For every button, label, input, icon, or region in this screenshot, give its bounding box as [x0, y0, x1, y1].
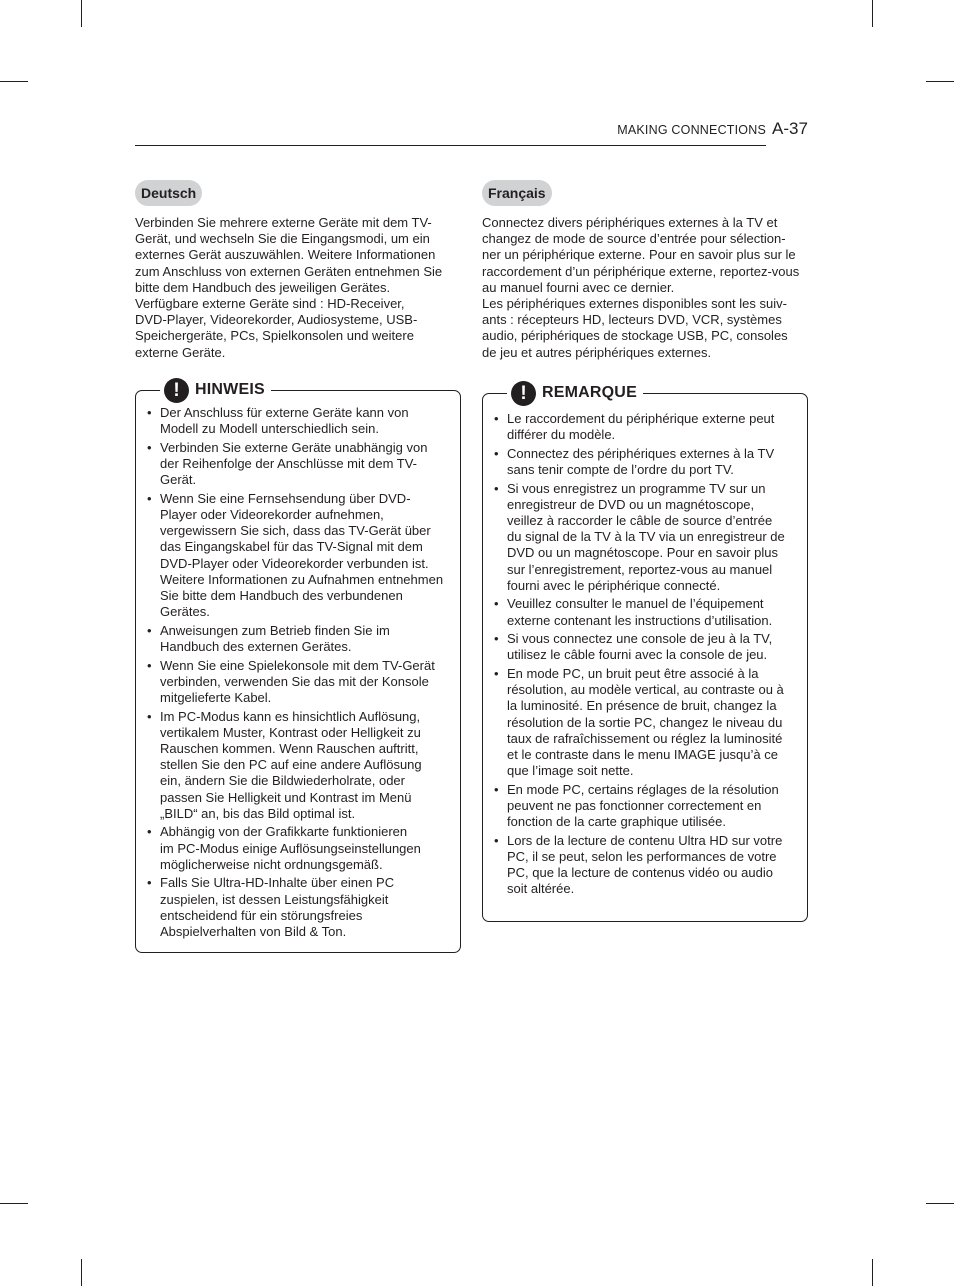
text-line: Le raccordement du périphérique externe peut	[507, 411, 775, 426]
text-line: Gerät.	[160, 472, 197, 488]
text-line: DVD-Player oder Videorekorder verbunden ist.	[160, 555, 429, 571]
text-line: résolution, au modèle vertical, au contraste ou à	[507, 682, 784, 698]
note-header	[507, 378, 643, 408]
text-line: Anweisungen zum Betrieb finden Sie im	[160, 622, 390, 638]
text-line: En mode PC, certains réglages de la résolution	[507, 781, 779, 797]
note-header	[160, 375, 271, 405]
text-line: Abhängig von der Grafikkarte funktionieren	[160, 824, 408, 840]
crop-mark	[81, 1259, 82, 1286]
text-line: zuspielen, ist dessen Leistungsfähigkeit	[160, 891, 389, 907]
text-line: veillez à raccorder le câble de source d’entrée	[507, 513, 773, 528]
text-line: la luminosité. En présence de bruit, changez la	[507, 698, 777, 714]
text-line: Der Anschluss für externe Geräte kann von	[160, 405, 409, 420]
note-item	[494, 596, 804, 628]
note-item	[494, 481, 804, 594]
text-line: du signal de la TV à la TV via un enregistreur de	[507, 529, 785, 545]
crop-mark	[872, 1259, 873, 1286]
text-line: Connectez divers périphériques externes à la TV et	[482, 215, 778, 230]
text-line: Lors de la lecture de contenu Ultra HD sur votre	[507, 832, 783, 848]
text-line: Verbinden Sie externe Geräte unabhängig von	[160, 439, 428, 455]
text-line: verbinden, verwenden Sie das mit der Konsole	[160, 673, 429, 689]
text-line: sur l’enregistrement, reportez-vous au manuel	[507, 561, 773, 577]
note-item	[147, 875, 457, 940]
text-line: Speichergeräte, PCs, Spielkonsolen und weitere	[135, 328, 414, 344]
text-line: Sie bitte dem Handbuch des verbundenen	[160, 588, 403, 604]
crop-mark	[872, 0, 873, 27]
text-line: changez de mode de source d’entrée pour sélection-	[482, 231, 786, 247]
text-line: ants : récepteurs HD, lecteurs DVD, VCR, systèmes	[482, 312, 782, 328]
text-line: Abspielverhalten von Bild & Ton.	[160, 924, 347, 940]
text-line: zum Anschluss von externen Geräten entnehmen Sie	[135, 263, 443, 279]
language-label-deutsch: Deutsch	[135, 180, 202, 206]
note-title: REMARQUE	[542, 384, 637, 401]
note-title: HINWEIS	[195, 381, 265, 398]
text-line: „BILD“ an, bis das Bild optimal ist.	[160, 805, 356, 821]
intro-paragraph-deutsch	[135, 215, 465, 361]
text-line: Wenn Sie eine Fernsehsendung über DVD-	[160, 490, 411, 506]
text-line: vergewissern Sie sich, dass das TV-Gerät über	[160, 523, 431, 539]
text-line: möglicherweise nicht ordnungsgemäß.	[160, 856, 383, 872]
text-line: ein, ändern Sie die Bildwiederholrate, oder	[160, 773, 405, 789]
text-line: Modell zu Modell unterschiedlich sein.	[160, 421, 379, 437]
text-line: Gerät, und wechseln Sie die Eingangsmodi, um ein	[135, 231, 430, 247]
text-line: audio, périphériques de stockage USB, PC, consoles	[482, 328, 788, 344]
text-line: Player oder Videorekorder aufnehmen,	[160, 507, 384, 522]
text-line: Gerätes.	[160, 604, 210, 620]
note-item	[147, 491, 457, 621]
text-line: soit altérée.	[507, 881, 575, 897]
section-title: MAKING CONNECTIONS	[617, 123, 766, 137]
text-line: Handbuch des externen Gerätes.	[160, 639, 352, 655]
note-item	[147, 709, 457, 822]
page-header	[135, 120, 766, 146]
text-line: bitte dem Handbuch des jeweiligen Gerätes.	[135, 279, 391, 295]
crop-mark	[0, 1203, 28, 1204]
text-line: mitgelieferte Kabel.	[160, 690, 272, 706]
text-line: et le contraste dans le menu IMAGE jusqu’à ce	[507, 747, 778, 763]
text-line: Falls Sie Ultra-HD-Inhalte über einen PC	[160, 875, 395, 891]
text-line: passen Sie Helligkeit und Kontrast im Menü	[160, 789, 412, 805]
text-line: de jeu et autres périphériques externes.	[482, 344, 712, 360]
text-line: raccordement d’un périphérique externe, reportez-vous	[482, 263, 800, 279]
text-line: externe Geräte.	[135, 344, 226, 360]
note-item	[147, 440, 457, 489]
warning-exclamation-icon: !	[164, 378, 189, 403]
text-line: im PC-Modus einige Auflösungseinstellungen	[160, 840, 421, 856]
note-item	[494, 411, 804, 443]
text-line: que l’image soit nette.	[507, 763, 634, 779]
text-line: Weitere Informationen zu Aufnahmen entnehmen	[160, 571, 444, 587]
note-list-deutsch	[147, 405, 457, 943]
crop-mark	[926, 81, 954, 82]
note-item	[494, 833, 804, 898]
note-item	[494, 631, 804, 663]
text-line: PC, il se peut, selon les performances de votre	[507, 849, 777, 865]
text-line: au manuel fourni avec ce dernier.	[482, 279, 675, 295]
text-line: entscheidend für ein störungsfreies	[160, 907, 363, 923]
text-line: der Reihenfolge der Anschlüsse mit dem TV-	[160, 456, 418, 471]
note-item	[494, 666, 804, 779]
note-item	[147, 623, 457, 655]
text-line: vertikalem Muster, Kontrast oder Helligkeit zu	[160, 724, 421, 740]
note-box-hinweis	[135, 379, 461, 953]
text-line: das Eingangskabel für das TV-Signal mit dem	[160, 539, 423, 555]
text-line: Verbinden Sie mehrere externe Geräte mit dem TV-	[135, 215, 432, 230]
language-label-francais: Français	[482, 180, 552, 206]
text-line: DVD-Player, Videorekorder, Audiosysteme, USB-	[135, 312, 418, 328]
text-line: utilisez le câble fourni avec la console de jeu.	[507, 647, 768, 663]
text-line: DVD ou un magnétoscope. Pour en savoir plus	[507, 545, 778, 561]
crop-mark	[0, 81, 28, 82]
text-line: enregistreur de DVD ou un magnétoscope,	[507, 496, 755, 512]
text-line: stellen Sie den PC auf eine andere Auflösung	[160, 757, 422, 773]
text-line: fourni avec le périphérique connecté.	[507, 577, 721, 593]
text-line: Les périphériques externes disponibles sont les suiv-	[482, 296, 787, 312]
page-number: A-37	[772, 119, 808, 138]
note-list-francais	[494, 411, 804, 900]
text-line: résolution de la sortie PC, changez le niveau du	[507, 714, 783, 730]
text-line: taux de rafraîchissement ou réglez la luminosité	[507, 730, 783, 746]
text-line: Si vous connectez une console de jeu à la TV,	[507, 631, 773, 647]
text-line: externes Gerät auszuwählen. Weitere Informationen	[135, 247, 436, 263]
text-line: externe contenant les instructions d’utilisation.	[507, 612, 773, 628]
note-item	[147, 824, 457, 873]
text-line: Rauschen kommen. Wenn Rauschen auftritt,	[160, 741, 419, 757]
text-line: Verfügbare externe Geräte sind : HD-Receiver,	[135, 296, 405, 312]
note-box-remarque	[482, 382, 808, 922]
text-line: Connectez des périphériques externes à la TV	[507, 445, 775, 461]
text-line: Wenn Sie eine Spielekonsole mit dem TV-Gerät	[160, 657, 435, 673]
crop-mark	[926, 1203, 954, 1204]
text-line: ner un périphérique externe. Pour en savoir plus sur le	[482, 247, 796, 263]
text-line: sans tenir compte de l’ordre du port TV.	[507, 462, 734, 477]
note-item	[147, 405, 457, 437]
crop-mark	[81, 0, 82, 27]
note-item	[494, 446, 804, 478]
note-item	[494, 782, 804, 831]
text-line: Veuillez consulter le manuel de l’équipement	[507, 596, 764, 612]
text-line: PC, que la lecture de contenus vidéo ou audio	[507, 865, 773, 881]
text-line: En mode PC, un bruit peut être associé à la	[507, 666, 759, 681]
text-line: peuvent ne pas fonctionner correctement en	[507, 798, 762, 814]
intro-paragraph-francais	[482, 215, 812, 361]
text-line: fonction de la carte graphique utilisée.	[507, 814, 726, 830]
text-line: différer du modèle.	[507, 427, 616, 443]
text-line: Im PC-Modus kann es hinsichtlich Auflösung,	[160, 708, 421, 724]
text-line: Si vous enregistrez un programme TV sur un	[507, 480, 766, 496]
note-item	[147, 658, 457, 707]
warning-exclamation-icon: !	[511, 381, 536, 406]
